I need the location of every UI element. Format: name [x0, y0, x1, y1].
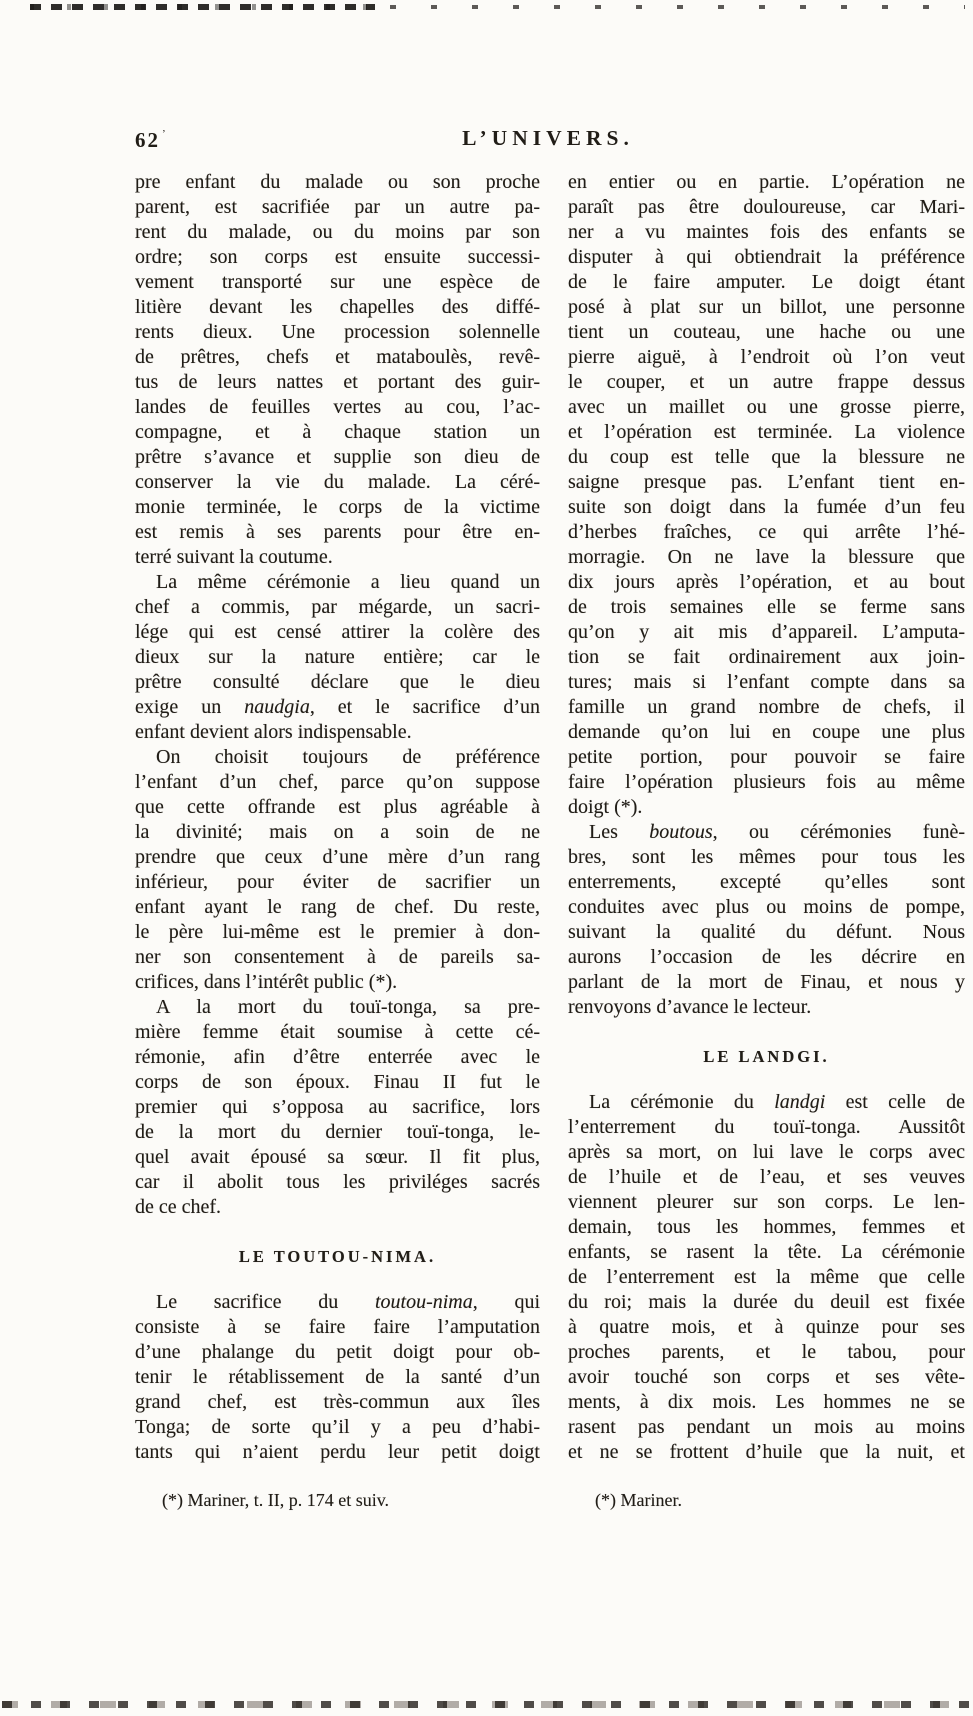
text-line: rémonie, afin d’être enterrée avec le: [135, 1046, 540, 1068]
text-line: landes de feuilles vertes au cou, l’ac-: [135, 396, 540, 418]
text-line: ordre; son corps est ensuite successi-: [135, 246, 540, 268]
text-line: chef a commis, par mégarde, un sacri-: [135, 596, 540, 618]
text-line: du coup est telle que la blessure ne: [568, 446, 965, 468]
text-line: l’enterrement du touï-tonga. Aussitôt: [568, 1116, 965, 1138]
text-line: de l’huile et de l’eau, et ses veuves: [568, 1166, 965, 1188]
text-line: ner son consentement à de pareils sa-: [135, 946, 540, 968]
text-line: enfant devient alors indispensable.: [135, 721, 412, 743]
text-line: enterrements, excepté qu’elles sont: [568, 871, 965, 893]
text-line: A la mort du touï-tonga, sa pre-: [156, 996, 540, 1018]
text-line: rent du malade, ou du moins par son: [135, 221, 540, 243]
paragraph: [135, 1290, 540, 1465]
text-line: d’herbes fraîches, ce qui arrête l’hé-: [568, 521, 965, 543]
text-line: car il abolit tous les priviléges sacrés: [135, 1171, 540, 1193]
text-line: monie terminée, le corps de la victime: [135, 496, 540, 518]
text-line: du roi; mais la durée du deuil est fixée: [568, 1291, 965, 1313]
text-line: proches parents, et le tabou, pour: [568, 1341, 965, 1363]
text-line: La cérémonie du landgi est celle de: [589, 1091, 965, 1113]
text-line: dix jours après l’opération, et au bout: [568, 571, 965, 593]
text-line: d’une phalange du petit doigt pour ob-: [135, 1341, 540, 1363]
text-line: de le faire amputer. Le doigt étant: [568, 271, 965, 293]
text-line: crifices, dans l’intérêt public (*).: [135, 971, 398, 993]
scan-artifact-top-right: [390, 5, 965, 9]
column-left: [135, 170, 540, 1512]
text-line: prêtre s’avance et supplie son dieu de: [135, 446, 540, 468]
text-line: le couper, et un autre frappe dessus: [568, 371, 965, 393]
text-line: enfants, se rasent la tête. La cérémonie: [568, 1241, 965, 1263]
text-line: rents dieux. Une procession solennelle: [135, 321, 540, 343]
text-line: prendre que ceux d’une mère d’un rang: [135, 846, 540, 868]
text-line: pre enfant du malade ou son proche: [135, 171, 540, 193]
text-line: de la mort du dernier touï-tonga, le-: [135, 1121, 540, 1143]
text-line: viennent pleurer sur son corps. Le len-: [568, 1191, 965, 1213]
text-line: lége qui est censé attirer la colère des: [135, 621, 540, 643]
text-line: bres, sont les mêmes pour tous les: [568, 846, 965, 868]
text-line: de ce chef.: [135, 1196, 222, 1218]
text-line: qu’on y ait mis d’appareil. L’amputa-: [568, 621, 965, 643]
paragraph: [135, 570, 540, 745]
text-line: conserver la vie du malade. La céré-: [135, 471, 540, 493]
paragraph: [568, 1090, 965, 1465]
text-line: suite son doigt dans la fumée d’un feu: [568, 496, 965, 518]
text-line: tient un couteau, une hache ou une: [568, 321, 965, 343]
paragraph: [135, 170, 540, 570]
text-line: tion se fait ordinairement aux join-: [568, 646, 965, 668]
text-line: avoir touché son corps et ses vête-: [568, 1366, 965, 1388]
text-line: tus de leurs nattes et portant des guir-: [135, 371, 540, 393]
text-line: Le sacrifice du toutou-nima, qui: [156, 1291, 540, 1313]
text-line: faire l’opération plusieurs fois au même: [568, 771, 965, 793]
text-line: mière femme était soumise à cette cé-: [135, 1021, 540, 1043]
text-line: suivant la qualité du défunt. Nous: [568, 921, 965, 943]
text-line: conduites avec plus ou moins de pompe,: [568, 896, 965, 918]
text-line: doigt (*).: [568, 796, 643, 818]
text-line: parent, est sacrifiée par un autre pa-: [135, 196, 540, 218]
page-header: [135, 128, 965, 156]
text-line: corps de son époux. Finau II fut le: [135, 1071, 540, 1093]
text-line: à quatre mois, et à quinze pour ses: [568, 1316, 965, 1338]
text-line: ments, à dix mois. Les hommes ne se: [568, 1391, 965, 1413]
text-line: et l’opération est terminée. La violence: [568, 421, 965, 443]
scan-artifact-bottom: [2, 1701, 971, 1708]
scan-artifact-top-left: [30, 4, 375, 10]
text-line: paraît pas être douloureuse, car Mari-: [568, 196, 965, 218]
text-line: le père lui-même est le premier à don-: [135, 921, 540, 943]
paragraph: [135, 745, 540, 995]
text-line: terré suivant la coutume.: [135, 546, 333, 568]
text-line: Tonga; de sorte qu’il y a peu d’habi-: [135, 1416, 540, 1438]
text-line: quel avait épousé sa sœur. Il fit plus,: [135, 1146, 540, 1168]
text-line: ner a vu maintes fois des enfants se: [568, 221, 965, 243]
text-line: en entier ou en partie. L’opération ne: [568, 171, 965, 193]
text-line: Les boutous, ou cérémonies funè-: [589, 821, 965, 843]
text-line: aurons l’occasion de les décrire en: [568, 946, 965, 968]
text-line: après sa mort, on lui lave le corps avec: [568, 1141, 965, 1163]
text-line: renvoyons d’avance le lecteur.: [568, 996, 812, 1018]
text-line: de l’enterrement est la même que celle: [568, 1266, 965, 1288]
text-line: rasent pas pendant un mois au moins: [568, 1416, 965, 1438]
text-line: litière devant les chapelles des diffé-: [135, 296, 540, 318]
text-line: parlant de la mort de Finau, et nous y: [568, 971, 965, 993]
text-line: famille un grand nombre de chefs, il: [568, 696, 965, 718]
text-line: est remis à ses parents pour être en-: [135, 521, 540, 543]
ink-speck: ’: [162, 128, 168, 140]
text-line: tenir le rétablissement de la santé d’un: [135, 1366, 540, 1388]
text-line: tures; mais si l’enfant compte dans sa: [568, 671, 965, 693]
text-line: On choisit toujours de préférence: [156, 746, 540, 768]
text-line: petite portion, pour pouvoir se faire: [568, 746, 965, 768]
text-line: demain, tous les hommes, femmes et: [568, 1216, 965, 1238]
text-line: enfant ayant le rang de chef. Du reste,: [135, 896, 540, 918]
text-line: La même cérémonie a lieu quand un: [156, 571, 540, 593]
text-line: tants qui n’aient perdu leur petit doigt: [135, 1441, 540, 1463]
text-line: demande qu’on lui en coupe une plus: [568, 721, 965, 743]
text-line: premier qui s’opposa au sacrifice, lors: [135, 1096, 540, 1118]
paragraph: [568, 820, 965, 1020]
section-heading: LE TOUTOU-NIMA.: [238, 1247, 437, 1266]
text-line: exige un naudgia, et le sacrifice d’un: [135, 696, 540, 718]
text-line: consiste à se faire faire l’amputation: [135, 1316, 540, 1338]
text-line: posé à plat sur un billot, une personne: [568, 296, 965, 318]
text-line: saigne presque pas. L’enfant tient en-: [568, 471, 965, 493]
text-line: morragie. On ne lave la blessure que: [568, 546, 965, 568]
footnote: (*) Mariner.: [595, 1490, 682, 1510]
text-line: et ne se frottent d’huile que la nuit, et: [568, 1441, 965, 1463]
text-line: disputer à qui obtiendrait la préférence: [568, 246, 965, 268]
text-line: grand chef, est très-commun aux îles: [135, 1391, 540, 1413]
footnote: (*) Mariner, t. II, p. 174 et suiv.: [162, 1490, 390, 1510]
column-right: [568, 170, 965, 1512]
page-number-value: 62: [135, 128, 160, 152]
running-title: L’UNIVERS.: [462, 126, 634, 150]
text-line: la divinité; mais on a soin de ne: [135, 821, 540, 843]
text-line: dieux sur la nature entière; car le: [135, 646, 540, 668]
text-line: que cette offrande est plus agréable à: [135, 796, 540, 818]
text-line: inférieur, pour éviter de sacrifier un: [135, 871, 540, 893]
text-line: compagne, et à chaque station un: [135, 421, 540, 443]
text-line: avec un maillet ou une grosse pierre,: [568, 396, 965, 418]
text-line: de prêtres, chefs et mataboulès, revê-: [135, 346, 540, 368]
paragraph: [568, 170, 965, 820]
text-line: pierre aiguë, à l’endroit où l’on veut: [568, 346, 965, 368]
page-number: [135, 128, 168, 153]
text-line: de trois semaines elle se ferme sans: [568, 596, 965, 618]
text-line: l’enfant d’un chef, parce qu’on suppose: [135, 771, 540, 793]
text-line: vement transporté sur une espèce de: [135, 271, 540, 293]
paragraph: [135, 995, 540, 1220]
text-line: prêtre consulté déclare que le dieu: [135, 671, 540, 693]
section-heading: LE LANDGI.: [703, 1047, 830, 1066]
